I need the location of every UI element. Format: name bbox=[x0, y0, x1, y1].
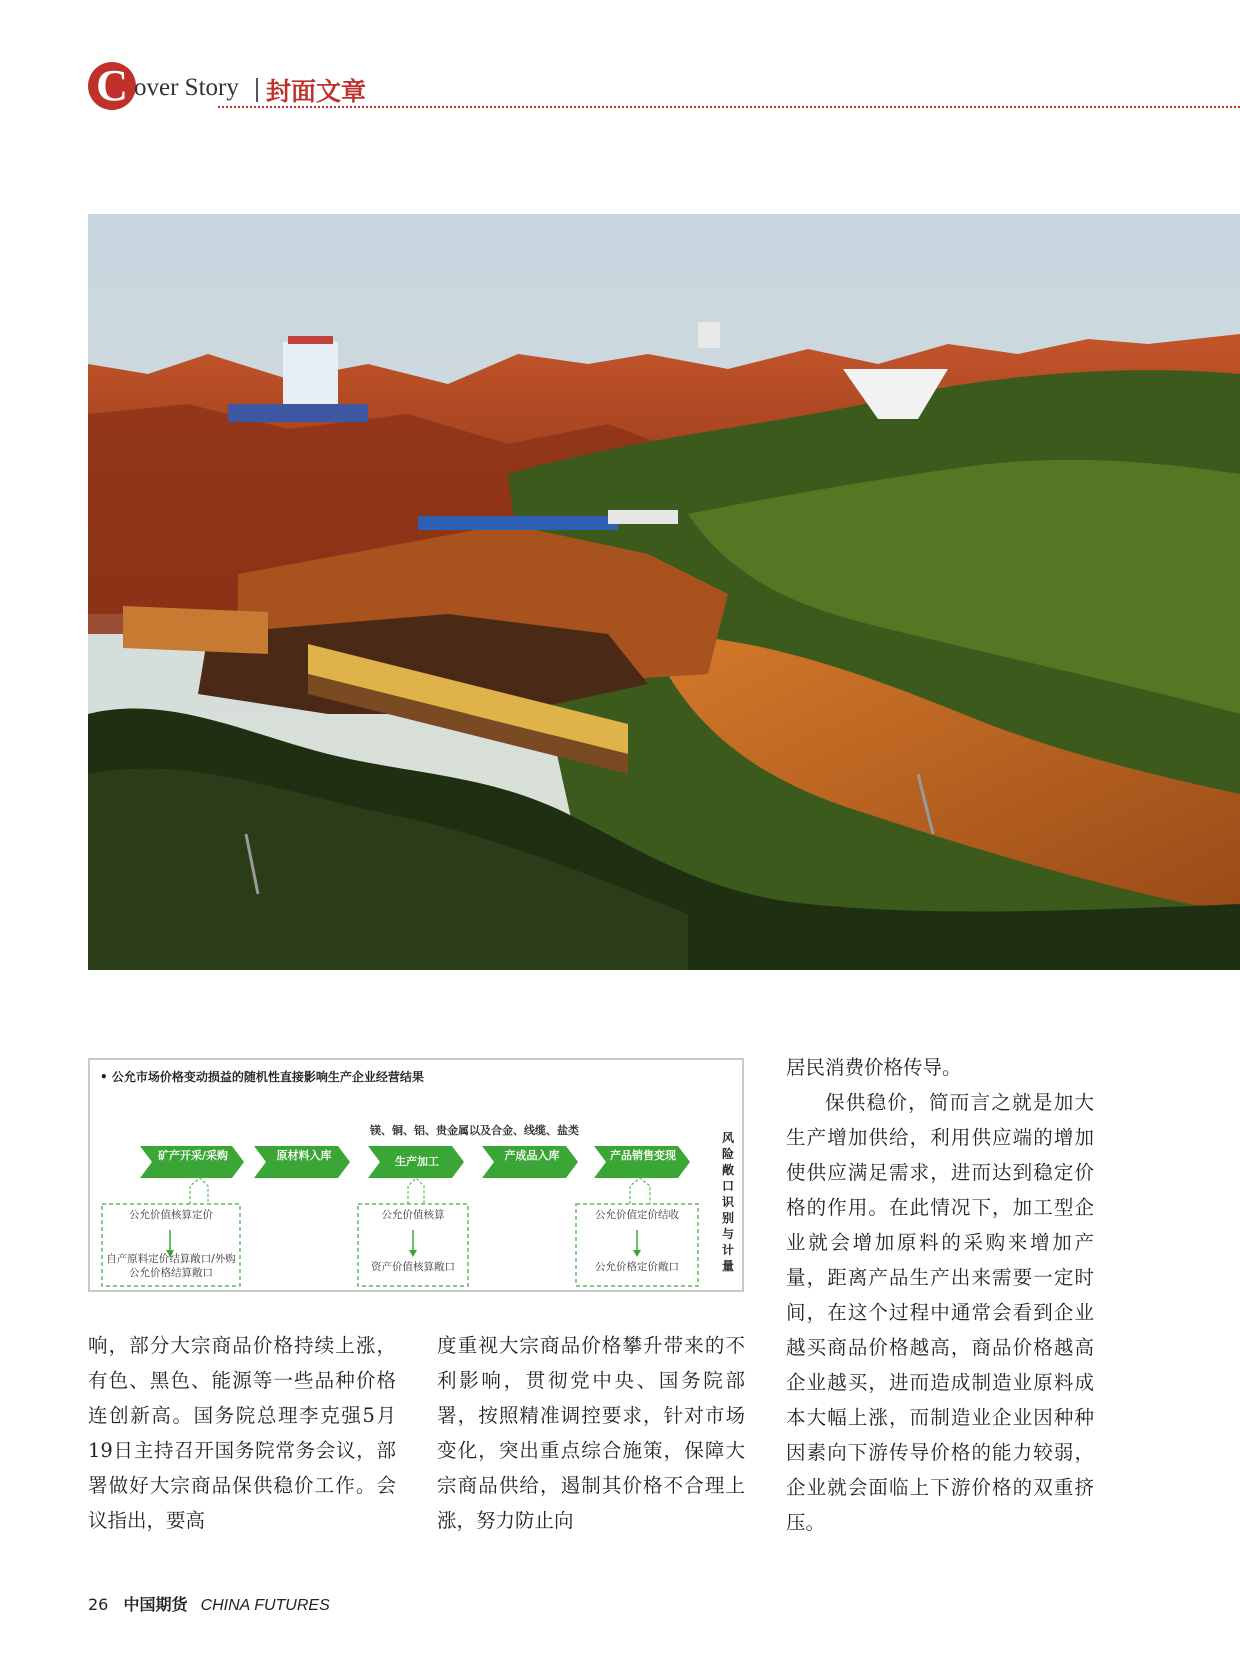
section-title-en: over Story bbox=[134, 74, 239, 101]
box-2-bottom: 资产价值核算敞口 bbox=[371, 1261, 455, 1273]
header-divider bbox=[256, 78, 258, 102]
box-1-bottom: 自产原料定价结算敞口/外购公允价格结算敞口 bbox=[106, 1253, 236, 1279]
box-3-top: 公允价值定价结收 bbox=[595, 1209, 679, 1221]
box-3-bottom: 公允价格定价敞口 bbox=[595, 1261, 679, 1273]
magazine-name-cn: 中国期货 bbox=[123, 1595, 188, 1614]
diagram-side-label: 风险敞口识别与计量 bbox=[722, 1131, 735, 1273]
article-column-3 bbox=[786, 1050, 1094, 1540]
box-1-top: 公允价值核算定价 bbox=[129, 1209, 213, 1221]
cover-photo-mining-landscape bbox=[88, 214, 1240, 970]
article-column-1 bbox=[88, 1328, 396, 1538]
box-2-top: 公允价值核算 bbox=[381, 1209, 445, 1221]
diagram-metals-label: 镁、铜、铝、贵金属以及合金、线缆、盐类 bbox=[370, 1124, 579, 1137]
step-label-3: 生产加工 bbox=[395, 1155, 439, 1168]
step-label-4: 产成品入库 bbox=[504, 1149, 560, 1162]
step-label-5: 产品销售变现 bbox=[610, 1149, 676, 1162]
page-footer bbox=[88, 1592, 330, 1615]
article-col2-text: 度重视大宗商品价格攀升带来的不利影响，贯彻党中央、国务院部署，按照精准调控要求，针对市场变化，突出重点综合施策，保障大宗商品供给，遏制其价格不合理上涨，努力防止向 bbox=[437, 1334, 745, 1532]
page-header bbox=[88, 62, 1240, 112]
section-title-cn: 封面文章 bbox=[266, 77, 367, 106]
article-col1-text: 响，部分大宗商品价格持续上涨，有色、黑色、能源等一些品种价格连创新高。国务院总理李克强5月19日主持召开国务院常务会议，部署做好大宗商品保供稳价工作。会议指出，要高 bbox=[88, 1334, 396, 1532]
article-col3-para2: 保供稳价，简而言之就是加大生产增加供给，利用供应端的增加使供应满足需求，进而达到稳定价格的作用。在此情况下，加工型企业就会增加原料的采购来增加产量，距离产品生产出来需要一定时间，在这个过程中通常会看到企业越买商品价格越高，商品价格越高企业越买，进而造成制造业原料成本大幅上涨，而制造业企业因种种因素向下游传导价格的能力较弱，企业就会面临上下游价格的双重挤压。 bbox=[786, 1091, 1094, 1534]
article-col3-para1: 居民消费价格传导。 bbox=[786, 1056, 962, 1079]
step-label-2: 原材料入库 bbox=[276, 1149, 332, 1162]
building-tall bbox=[283, 342, 338, 414]
step-label-1: 矿产开采/采购 bbox=[157, 1149, 229, 1162]
page-number: 26 bbox=[88, 1595, 109, 1614]
magazine-name-en: CHINA FUTURES bbox=[200, 1597, 330, 1614]
section-logo: C bbox=[88, 62, 136, 110]
risk-exposure-diagram bbox=[88, 1058, 744, 1292]
diagram-title: • 公允市场价格变动损益的随机性直接影响生产企业经营结果 bbox=[100, 1070, 424, 1084]
article-column-2 bbox=[437, 1328, 745, 1538]
header-dotted-rule bbox=[218, 106, 1240, 108]
landscape-illustration bbox=[88, 214, 1240, 970]
